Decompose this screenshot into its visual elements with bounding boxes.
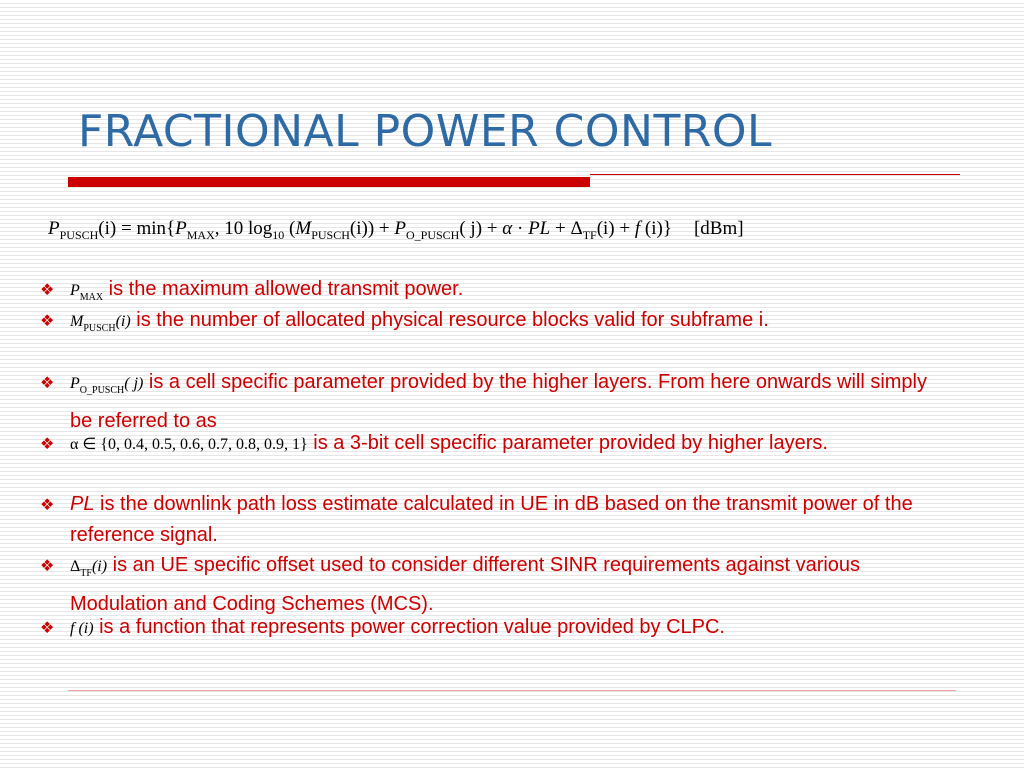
eq-dot: · [512, 218, 529, 239]
eq-log-sub: 10 [272, 227, 285, 242]
bullet-pl [40, 489, 940, 551]
bullet-alpha [40, 428, 940, 460]
bullet-popusch [40, 367, 940, 437]
bullet-delta-tf [40, 550, 940, 620]
title-underline-thick [68, 177, 590, 187]
eq-min: = min{ [116, 218, 176, 239]
eq-tf-arg: (i) + [596, 218, 635, 239]
eq-pmax: P [175, 218, 187, 239]
eq-m-sub: PUSCH [311, 227, 350, 242]
diamond-bullet-icon: ❖ [40, 280, 55, 299]
bullet-text: is the number of allocated physical resource blocks valid for subframe i. [130, 309, 769, 331]
eq-f-arg: (i)} [640, 218, 672, 239]
eq-po-arg: ( j) + [459, 218, 503, 239]
bullet-math-sub: PUSCH [83, 323, 116, 334]
eq-alpha: α [502, 218, 513, 239]
bullet-math: f (i) [70, 620, 94, 637]
bullet-text: is a 3-bit cell specific parameter provided by higher layers. [307, 432, 828, 454]
bullet-mpusch [40, 305, 940, 344]
bullet-text: is a cell specific parameter provided by the higher layers. From here onwards will simply be referred to as [70, 371, 928, 432]
bullet-math-sub: TF [80, 568, 92, 579]
bullet-math-arg: (i) [91, 558, 108, 575]
bullet-math-arg: ( j) [124, 375, 144, 392]
eq-lhs-sub: PUSCH [59, 227, 99, 242]
bullet-math: Δ [70, 558, 81, 575]
bullet-math: M [70, 313, 84, 330]
diamond-bullet-icon: ❖ [40, 556, 55, 575]
eq-plus1: + [374, 218, 395, 239]
bullet-math: P [70, 282, 80, 299]
eq-m: M [295, 218, 312, 239]
diamond-bullet-icon: ❖ [40, 434, 55, 453]
bullet-math-sub: MAX [79, 292, 104, 303]
bullet-em: PL [70, 493, 95, 515]
bullet-math: P [70, 375, 80, 392]
eq-tf-sub: TF [582, 227, 597, 242]
bullet-text: is the maximum allowed transmit power. [103, 278, 464, 300]
diamond-bullet-icon: ❖ [40, 373, 55, 392]
bullet-math-arg: (i) [115, 313, 131, 330]
eq-m-arg: (i)) [349, 218, 375, 239]
footer-divider [68, 690, 956, 691]
diamond-bullet-icon: ❖ [40, 311, 55, 330]
eq-arg: (i) [98, 218, 117, 239]
bullet-text: is an UE specific offset used to consider different SINR requirements against various Modulation and Coding Schemes (MCS). [70, 554, 861, 615]
power-equation [48, 218, 744, 243]
eq-pl: PL [528, 218, 551, 239]
eq-po: P [394, 218, 406, 239]
bullet-text: is the downlink path loss estimate calculated in UE in dB based on the transmit power of the reference signal. [70, 493, 913, 546]
eq-po-sub: O_PUSCH [405, 227, 460, 242]
diamond-bullet-icon: ❖ [40, 495, 55, 514]
eq-delta: + Δ [550, 218, 583, 239]
eq-lhs: P [48, 218, 60, 239]
eq-unit: [dBm] [693, 218, 744, 239]
eq-f: f [634, 218, 641, 239]
bullet-text: is a function that represents power correction value provided by CLPC. [93, 616, 725, 638]
eq-open: ( [284, 218, 296, 239]
title-underline-thin [590, 174, 960, 175]
bullet-math: α ∈ {0, 0.4, 0.5, 0.6, 0.7, 0.8, 0.9, 1} [70, 436, 308, 453]
bullet-math-sub: O_PUSCH [79, 385, 125, 396]
eq-log: , 10 log [214, 218, 273, 239]
eq-pmax-sub: MAX [186, 227, 215, 242]
page-title: FRACTIONAL POWER CONTROL [78, 106, 773, 157]
diamond-bullet-icon: ❖ [40, 618, 55, 637]
bullet-f [40, 612, 940, 644]
